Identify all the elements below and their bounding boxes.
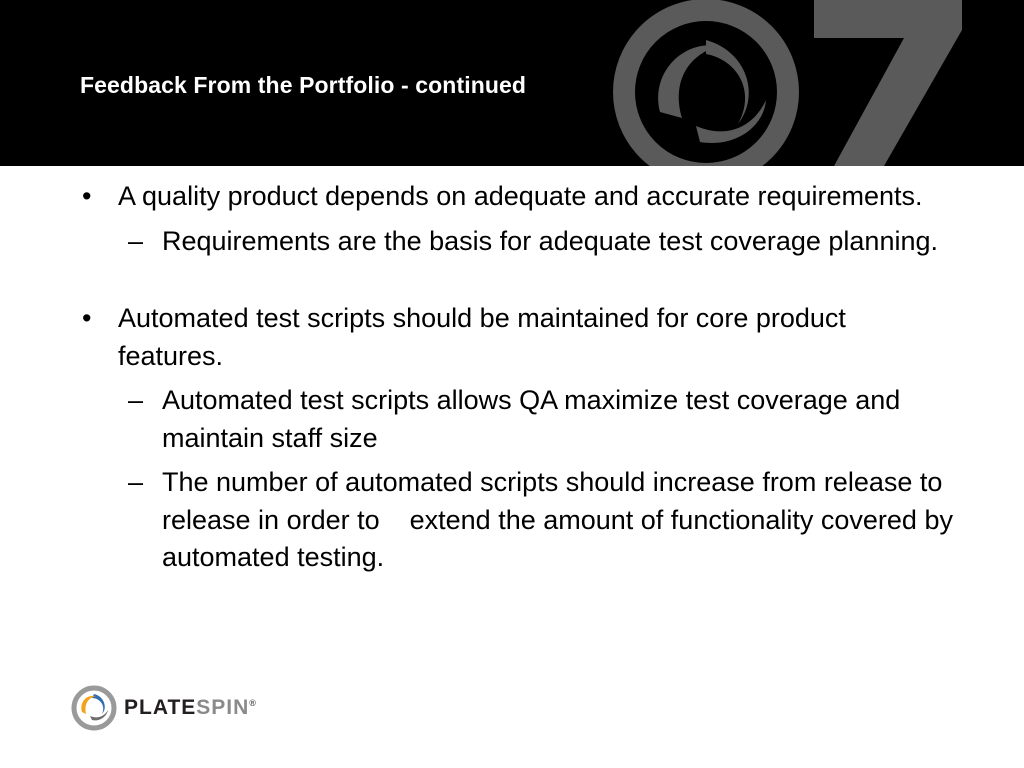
slide-body xyxy=(76,178,956,577)
wordmark-spin: SPIN xyxy=(196,696,250,719)
bullet-text: A quality product depends on adequate and accurate requirements. xyxy=(118,181,923,211)
spacer xyxy=(76,260,956,300)
dash-marker: – xyxy=(128,385,144,415)
bullet-text: Automated test scripts should be maintained for core product features. xyxy=(118,303,846,371)
bullet-item xyxy=(76,300,956,375)
bullet-item xyxy=(76,178,956,216)
registered-mark: ® xyxy=(249,698,257,708)
sub-bullet-text: Automated test scripts allows QA maximize test coverage and maintain staff size xyxy=(162,385,901,453)
platespin-wordmark xyxy=(124,696,257,720)
platespin-logo-icon xyxy=(70,684,118,732)
dash-marker: – xyxy=(128,467,144,497)
sub-bullet-item xyxy=(76,382,956,457)
bullet-marker: • xyxy=(82,181,92,211)
slide-title: Feedback From the Portfolio - continued xyxy=(80,72,527,98)
sub-bullet-item xyxy=(76,223,956,261)
slide-header xyxy=(0,0,1024,166)
bullet-marker: • xyxy=(82,303,92,333)
sub-bullet-item xyxy=(76,464,956,577)
dash-marker: – xyxy=(128,225,144,256)
sub-bullet-text: The number of automated scripts should increase from release to release in order to extend the amount of functionality covered by automated testing. xyxy=(162,467,953,572)
platespin-logo xyxy=(70,684,257,732)
wordmark-plate: PLATE xyxy=(124,696,197,719)
sub-bullet-text: Requirements are the basis for adequate test coverage planning. xyxy=(162,225,938,256)
